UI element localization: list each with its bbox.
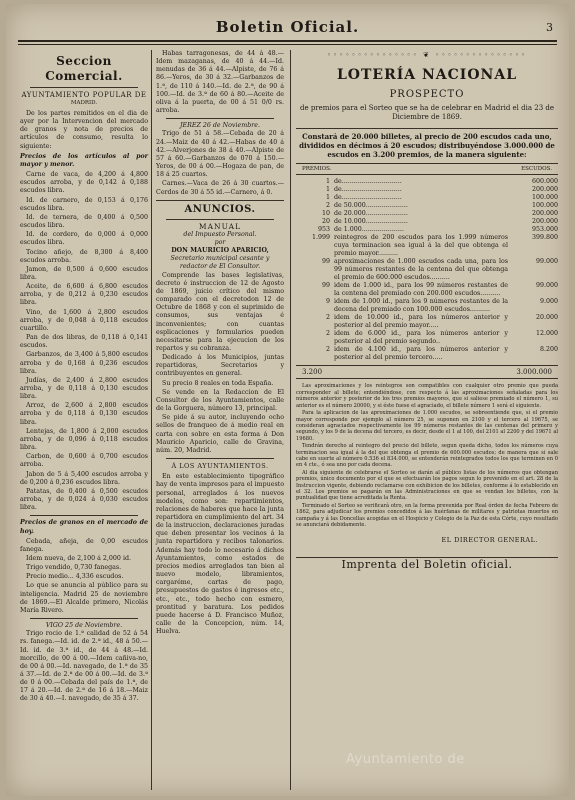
prize-table-header (296, 163, 558, 175)
prize-text: idem de 6.000 id., para los números anterior y posterior al del premio segundo.. (334, 330, 508, 346)
grain-item: Idem nueva, de 2,100 á 2,000 id. (26, 554, 131, 562)
prize-count: 1.999 (311, 234, 330, 242)
market-text: Habas tarragonesas, de 44 á 48.—Idem mazaganas, de 40 á 44.—Id. menudas de 36 á 44.—Alpiste, de 76 á 86.—Yeros, de 30 á 32.—Garbanzos de 1.ª, de 110 á 140.—Id. de 2.ª, de 90 á 100.—Id. de 3.ª de 60 á 80.—Aceite de oliva á la puerta, de 00 á 51 0/0 rs. arroba. (156, 50, 284, 115)
prize-text: de 20.000..................... (334, 210, 408, 218)
divider (296, 128, 558, 129)
fine-paragraph: Las aproximaciones y los reintegros son compatibles con cualquier otro premio que pueda corresponder al billete; entendiéndose, con respecto á las aproximaciones señaladas para los números anterior y posterior de los tres premios mayores, que si saliese premiado el número 1, su anterior es el número 20000, y si éste fuese el agraciado, el billete número 1 será el siguiente. (296, 383, 558, 409)
prize-amount: 100.000 (531, 202, 558, 210)
prize-text: idem de 10.000 id., para los números anterior y posterior al del premio mayor..... (334, 314, 508, 330)
lottery-terms: Constará de 20.000 billetes, al precio de 200 escudos cada uno, divididos en décimos á 20 escudos; distribuyéndose 3.000.000 de escudos en 3.200 premios, de la manera siguiente: (299, 132, 555, 160)
anuncios-title: ANUNCIOS. (184, 203, 256, 215)
grain-list (20, 538, 148, 582)
prize-count: 10 (321, 210, 330, 218)
prize-count: 2 (325, 346, 330, 354)
prize-amount: 100.000 (531, 194, 558, 202)
prize-text: aproximaciones de 1.000 escudos cada una, para los 99 números restantes de la centena del que obtenga el premio de 600.000 escudos.......... (334, 258, 508, 282)
price-item: Id. de ternera, de 0,400 á 0,500 escudos libra. (20, 213, 148, 230)
prize-row (296, 298, 558, 314)
manual-por: por (214, 238, 226, 246)
prize-count: 1 (325, 194, 330, 202)
prize-row (296, 202, 558, 210)
prize-amount: 99.000 (535, 258, 558, 266)
intro-text: De los partes remitidos en el dia de ayer por la Intervencion del mercado de granos y nota de precios de artículos de consumo, resulta lo siguiente: (20, 110, 148, 150)
prize-row (296, 234, 558, 258)
prize-count: 9 (325, 298, 330, 306)
grain-item: Precio medio... 4,336 escudos. (26, 573, 124, 581)
divider (30, 87, 138, 88)
prize-count: 99 (321, 282, 330, 290)
prize-text: idem de 4.100 id., para los números anterior y posterior al del premio tercero..... (334, 346, 508, 362)
ornament-rule: ◦◦◦◦◦◦◦◦◦◦◦◦◦◦◦ ❦ ◦◦◦◦◦◦◦◦◦◦◦◦◦◦◦ (326, 51, 528, 59)
prize-amount: 953.000 (531, 226, 558, 234)
prize-row (296, 282, 558, 298)
section-city: MADRID. (70, 100, 98, 106)
price-item: Jabon de 5 á 5,400 escudos arroba y de 0,200 á 0,236 escudos libra. (20, 470, 148, 486)
prize-table (296, 178, 558, 362)
divider (166, 219, 274, 220)
prize-text: idem de 1.000 id., para los 99 números restantes de la centena del premiado con 200.000 escudos.......... (334, 282, 508, 298)
prize-row (296, 346, 558, 362)
ayuntamientos-heading: Á LOS AYUNTAMIENTOS. (171, 462, 269, 471)
vigo-heading: VIGO 25 de Noviembre. (45, 622, 123, 630)
fine-paragraph: Terminado el Sorteo se verificará otro, en la forma prevenida por Real órden de fecha Febrero de 1862, para adjudicar los premios concedidos á las huérfanas de militares y patriotas muertos en campaña y á las Doncellas acogidas en el Hospicio y Colegio de la Paz de esta Córte, cuyo resultado se anunciará debidamente. (296, 502, 558, 528)
prize-count: 953 (317, 226, 330, 234)
prize-text: de 1.000..................... (334, 226, 404, 234)
director-signature: EL DIRECTOR GENERAL. (441, 536, 538, 545)
prize-amount: 200.000 (531, 186, 558, 194)
watermark: Ayuntamiento de (346, 752, 465, 767)
prize-row (296, 194, 558, 202)
imprenta-footer: Imprenta del Boletin oficial. (341, 557, 513, 571)
price-item: Tocino añejo, de 8,300 á 8,400 escudos arroba. (20, 248, 148, 264)
prize-count: 2 (325, 202, 330, 210)
lottery-title: LOTERÍA NACIONAL (336, 67, 518, 84)
prize-row (296, 330, 558, 346)
column-lottery (296, 50, 558, 569)
price-item: Patatas, de 0,400 á 0,500 escudos arroba, y de 0,024 á 0,030 escudos libra. (20, 487, 148, 512)
prize-amount: 8.200 (539, 346, 558, 354)
price-item: Carbon, de 0,600 á 0,700 escudos arroba. (20, 453, 148, 469)
price-item: Arroz, de 2,600 á 2,800 escudos arroba y de 0,118 á 0,130 escudos libra. (20, 402, 148, 426)
prize-text: de.............................. (334, 186, 402, 194)
price-item: Pan de dos libras, de 0,118 á 0,141 escudos. (20, 334, 148, 350)
prize-row (296, 314, 558, 330)
total-amount: 3.000.000 (516, 368, 552, 377)
divider (30, 618, 138, 619)
prize-text: de 50.000..................... (334, 202, 408, 210)
price-item: Aceite, de 6,600 á 6,800 escudos arroba, y de 0,212 á 0,230 escudos libra. (20, 283, 148, 307)
divider (156, 200, 284, 201)
manual-para-2: Dedicado á los Municipios, juntas repartidoras, Secretarios y contribuyentes en general. (156, 354, 284, 378)
divider (166, 118, 274, 119)
top-rule-thin (18, 44, 557, 45)
prize-amount: 20.000 (535, 314, 558, 322)
manual-para-3: Su precio 8 reales en toda España. (162, 379, 274, 387)
prize-amount: 399.800 (531, 234, 558, 242)
prize-row (296, 258, 558, 282)
prize-count: 2 (325, 330, 330, 338)
price-item: Id. de carnero, de 0,153 á 0,176 escudos libra. (20, 196, 148, 212)
section-title: Seccion Comercial. (45, 54, 123, 83)
column-commercial (20, 50, 148, 705)
lottery-intro: de premios para el Sorteo que se ha de celebrar en Madrid el dia 23 de Diciembre de 1869. (299, 104, 555, 122)
prize-text: de 10.000..................... (334, 218, 408, 226)
vigo-text: Trigo rocio de 1.ª calidad de 52 á 54 rs. fanega.—Id. id. de 2.ª id., 48 á 50.—Id. id. de 3.ª id., de 44 á 48.—Id. morcillo, de 00 á 00.—Idem cañiva-no, de 00 á 00.—Id. navegado, de 1.ª de 35 á 37.—Id. de 2.ª de 00 á 00.—Id. de 3.ª de 0 á 00.—Cebada del país de 1.ª, de 17 á 20.—Id. de 2.ª de 16 á 18.—Maiz de 30 á 40.—I. navegado, de 35 á 37. (20, 630, 148, 703)
price-item: Vino, de 1,600 á 2,800 escudos arroba, y de 0,048 á 0,118 escudos cuartillo. (20, 308, 148, 332)
prize-row (296, 178, 558, 186)
fine-paragraph: Tendrán derecho al reintegro del precio del billete, segun queda dicho, todos los números cuya terminacion sea igual á la del que obtenga el premio de 600.000 escudos; de manera que si sale cabe en suerte al número 0.536 el 834.000, se entenderán reintegrados todos los que terminen en 0 en 4 cte., ó sea uno por cada decena. (296, 443, 558, 469)
divider (30, 515, 138, 516)
fine-print (296, 383, 558, 528)
grain-item: Trigo vendido, 0,730 fanegas. (26, 564, 122, 572)
prices-heading: Precios de los artículos al por mayor y menor. (20, 152, 148, 168)
prize-count: 1 (325, 186, 330, 194)
carnes-text: Carnes.—Vaca de 26 á 30 cuartos.—Cerdos de 30 á 55 id.—Carnero, á 0. (156, 180, 284, 196)
prize-count: 2 (325, 314, 330, 322)
grain-item: Cebada, añeja, de 0,00 escudos fanega. (20, 537, 148, 553)
prize-row (296, 226, 558, 234)
column-divider-1 (151, 50, 152, 790)
top-rule (18, 40, 557, 42)
prize-text: reintegros de 200 escudos para los 1.999 números cuya terminacion sea igual á la del que obtenga el premio mayor.......... (334, 234, 508, 258)
manual-para-1: Comprende las bases legislativas, decreto é instruccion de 12 de Agosto de 1869, juicio crítico del mismo comparado con el decretodon 12 de Octubre de 1868 y con el suprimido de consumos, sus ventajas é inconvenientes; con cuantas esplicaciones y formularios pueden necesitarse para la ejecucion de los repartos y su cobranza. (156, 271, 284, 352)
manual-title: MANUAL (198, 221, 242, 231)
prize-totals (296, 365, 558, 379)
section-subtitle: AYUNTAMIENTO POPULAR DE (21, 91, 147, 99)
manual-author: DON MAURICIO APARICIO, (171, 247, 269, 255)
price-item: Judías, de 2,400 á 2,800 escudos arroba, y de 0,118 á 0,130 escudos libra. (20, 376, 148, 401)
col-premios: PREMIOS. (302, 166, 332, 173)
manual-author-role: Secretario municipal cesante y redactor de El Consultor. (170, 255, 270, 271)
jerez-heading: JEREZ 26 de Noviembre. (180, 122, 260, 130)
grain-heading: Precios de granos en el mercado de hoy. (20, 519, 148, 535)
price-item: Carne de vaca, de 4,200 á 4,800 escudos arroba, y de 0,142 á 0,188 escudos libra. (20, 171, 148, 195)
price-item: Id. de cordero, de 0,000 á 0,000 escudos libra. (20, 231, 148, 247)
prize-amount: 9.000 (539, 298, 558, 306)
page-number: 3 (546, 21, 553, 34)
prospecto-title: PROSPECTO (389, 89, 465, 101)
jerez-text: Trigo de 51 á 58.—Cebada de 20 á 24.—Maiz de 40 á 42.—Habas de 40 á 42.—Alverjones de 38 á 40.—Alpiste de 57 á 60.—Garbanzos de 070 á 150.—Yeros, de 00 á 00.—Hogaza de pan, de 18 á 25 cuartos. (156, 130, 284, 179)
closing-text: Lo que se anuncia al público para su inteligencia. Madrid 25 de noviembre de 1869.—El Alcalde primero, Nicolás María Rivero. (20, 582, 148, 614)
prize-amount: 99.000 (535, 282, 558, 290)
newspaper-page (6, 4, 569, 796)
price-list (20, 171, 148, 512)
prize-count: 99 (321, 258, 330, 266)
prize-text: de.............................. (334, 178, 402, 186)
prize-count: 20 (321, 218, 330, 226)
prize-amount: 200.000 (531, 210, 558, 218)
fine-paragraph: Al dia siguiente de celebrarse el Sorteo se darán al público listas de los números que obtengan premios, único documento por el que se efectuarán los pagos segun lo prevenido en el art. 28 de la Instruccion vigente, debiendo reclamarse con exhibicion de los billetes, conforme á lo establecido en el 32. Los premios se pagarán en las Administraciones en que se vendan los billetes, con la puntualidad que tiene acreditada la Renta. (296, 469, 558, 502)
prize-count: 1 (325, 178, 330, 186)
ayuntamientos-text: En este establecimiento tipográfico hay de venta impresos para el impuesto personal, arreglados á los nuevos modelos, como son: repartimientos, relaciones de haberes que hace la junta repartidora en cumplimiento del art. 34 de la instruccion, declaraciones juradas que deben presentar los vecinos á la junta repartidora y recibos talonarios. Además hay todo lo necesario á dichos Ayuntamientos, como estados de precios medios arreglados tan bien al nuevo modelo, libramientos, cargaréme, cartas de pago, presupuestos de gastos é ingresos etc., etc., etc., todo hecho con esmero, prontitud y baratura. Los pedidos puede hacerse á D. Francisco Muñoz, calle de la Concepcion, núm. 14, Huelva. (156, 473, 284, 636)
prize-row (296, 186, 558, 194)
price-item: Jamon, de 0,500 á 0,600 escudos libra. (20, 265, 148, 281)
manual-para-5: Se pide á su autor, incluyendo ocho sellos de franqueo de á medio real en carta con sobre en esta forma á Don Mauricio Aparicio, calle de Gravina, núm. 20, Madrid. (156, 414, 284, 454)
prize-row (296, 210, 558, 218)
total-count: 3.200 (302, 368, 323, 377)
prize-text: de.............................. (334, 194, 402, 202)
divider (166, 458, 274, 459)
column-announcements (156, 50, 284, 637)
masthead-title: Boletin Oficial. (215, 18, 360, 36)
price-item: Garbanzos, de 3,400 á 5,800 escudos arroba y de 0,168 á 0,236 escudos libra. (20, 351, 148, 375)
column-divider-2 (290, 50, 291, 790)
fine-paragraph: Para la aplicacion de las aproximaciones de 1.000 escudos, se sobreentiende que, si el premio mayor corresponde por ejemplo al número 25, se suponen en 2100 y el tercero al 19675, se consideran agraciados respectivamente los 99 números restantes de las centenas del primero y segundo, y los 9 de la decena del tercero, es decir, desde el 1 al 100, del 2101 al 2200 y del 19671 al 19680. (296, 410, 558, 442)
prize-amount: 600.000 (531, 178, 558, 186)
prize-amount: 12.000 (535, 330, 558, 338)
manual-para-4: Se vende en la Redaccion de El Consultor de los Ayuntamientos, calle de la Gorguera, número 13, principal. (156, 388, 284, 413)
manual-subtitle: del Impuesto Personal. (183, 230, 257, 238)
prize-row (296, 218, 558, 226)
prize-amount: 200.000 (531, 218, 558, 226)
price-item: Lentejas, de 1,800 á 2,000 escudos arroba, y de 0,096 á 0,118 escudos libra. (20, 427, 148, 452)
col-escudos: ESCUDOS. (521, 166, 552, 173)
prize-text: idem de 1.000 id., para los 9 números restantes de la decena del premiado con 100.000 escudos.......... (334, 298, 508, 314)
